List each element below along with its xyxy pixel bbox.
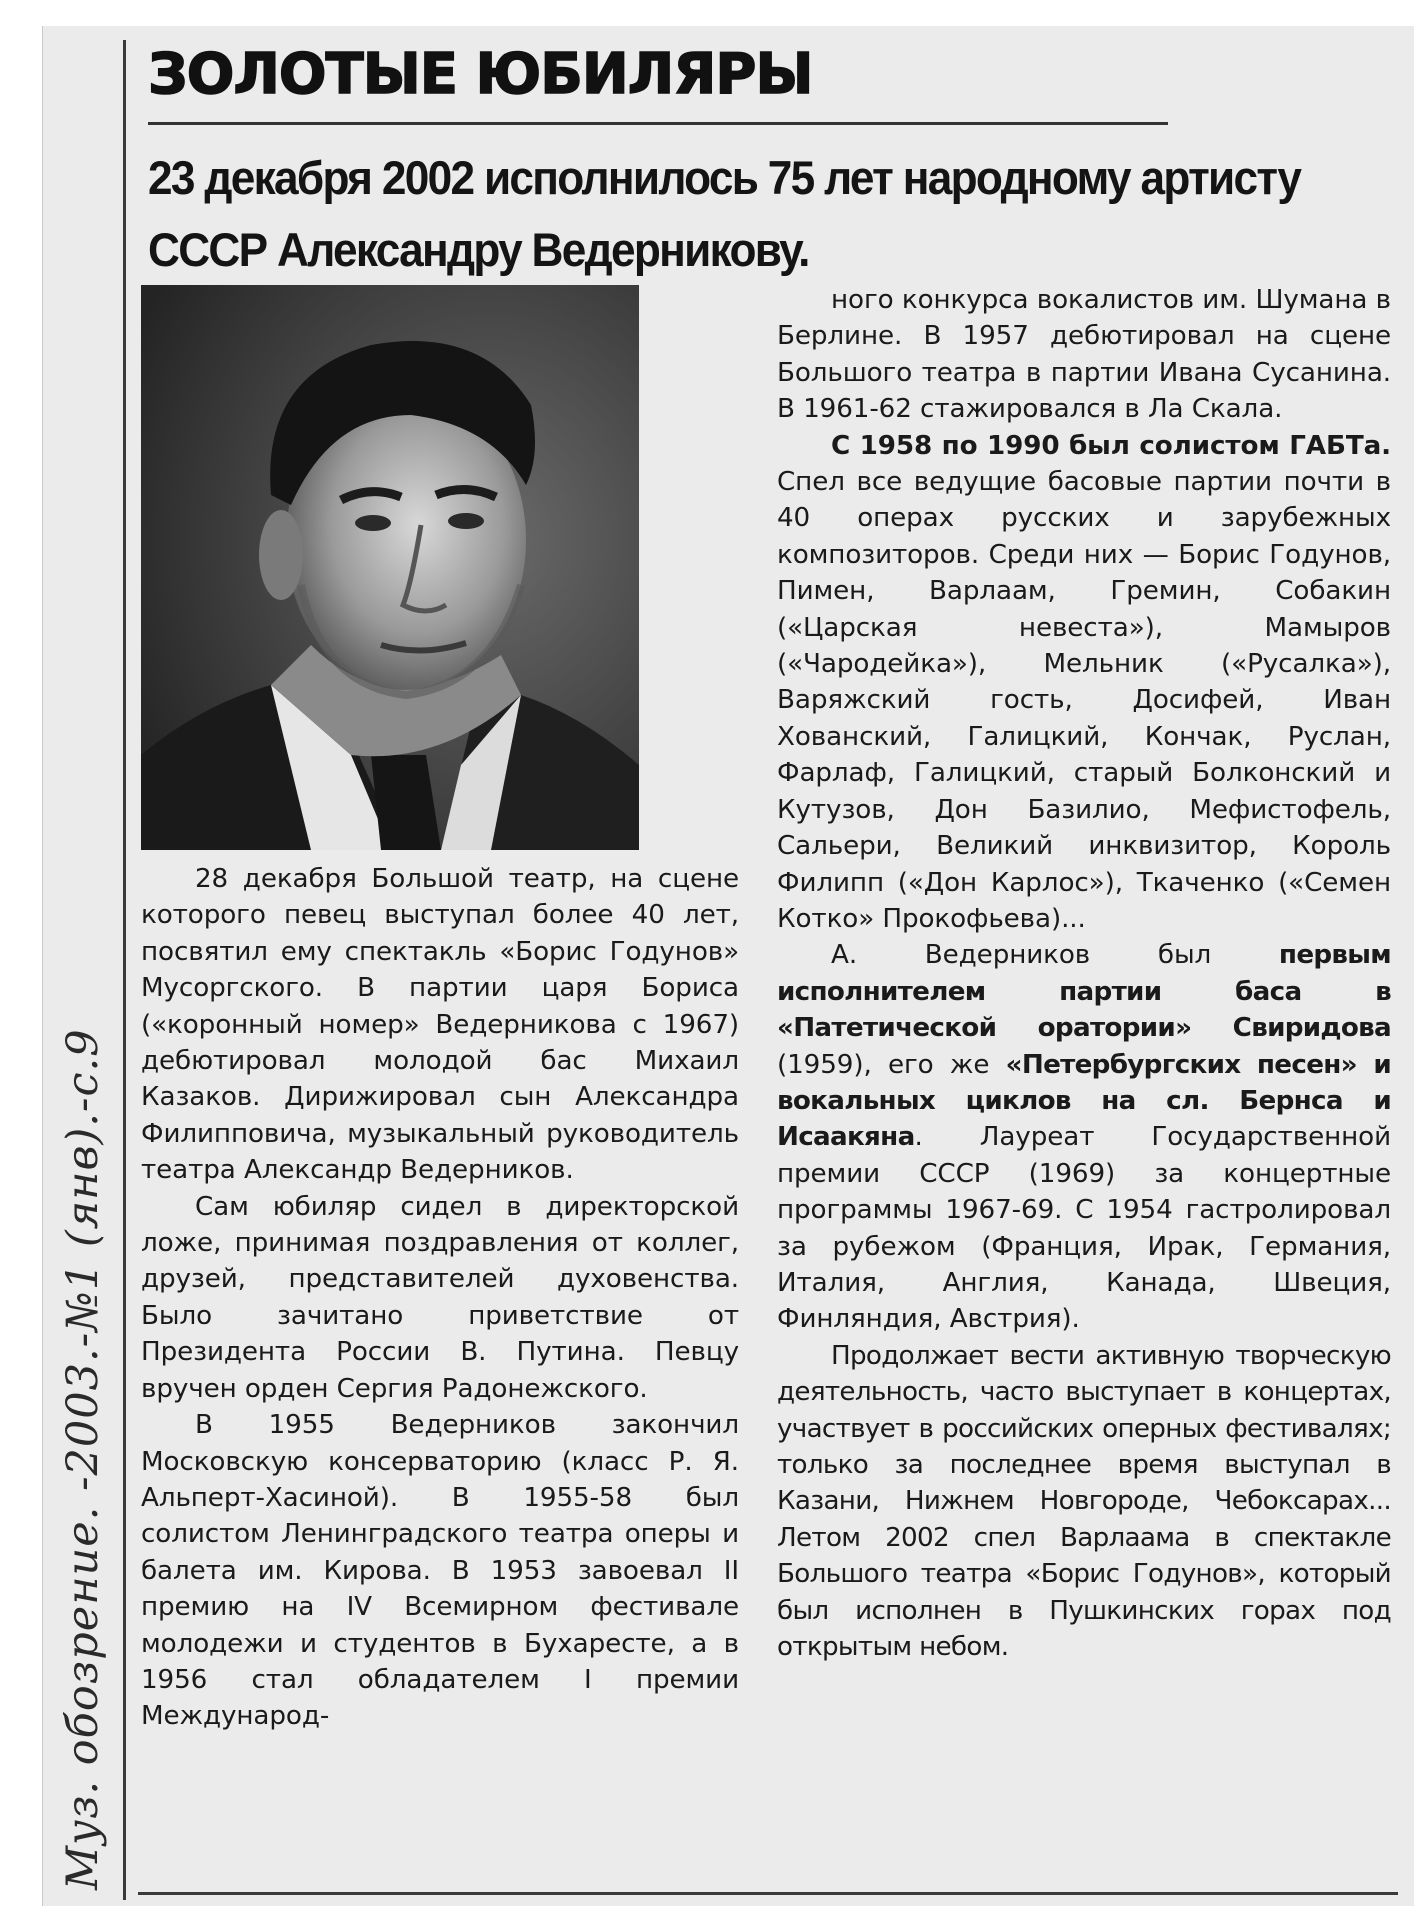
clipping-edge (42, 26, 43, 1906)
paragraph (777, 428, 1391, 938)
portrait-photo (141, 285, 639, 850)
article-headline: 23 декабря 2002 исполнилось 75 лет народному артисту СССР Александру Ведерникову. (148, 151, 1301, 276)
bold-text: С 1958 по 1990 был солистом ГАБТа. (831, 430, 1391, 461)
paragraph (777, 937, 1391, 1337)
article-column-right (777, 282, 1391, 1665)
paragraph (777, 282, 1391, 428)
bold-text: «Петербургских песен» и вокальных циклов на сл. Бернса и Исаакяна (777, 1049, 1391, 1153)
paragraph-text: А. Ведерников был (831, 940, 1212, 971)
column-rule-vertical (123, 40, 126, 1900)
paragraph: 28 декабря Большой театр, на сцене которого певец выступал более 40 лет, посвятил ему спектакль «Борис Годунов» Мусоргского. В партии царя Бориса («коронный номер» Ведерникова с 1967) дебютировал молодой бас Михаил Казаков. Дирижировал сын Александра Филипповича, музыкальный руководитель театра Александр Ведерников. (141, 864, 739, 1186)
paragraph: В 1955 Ведерников закончил Московскую консерваторию (класс Р. Я. Альперт-Хасиной). В 1955-58 был солистом Ленинградского театра оперы и балета им. Кирова. В 1953 завоевал II премию на IV Всемирном фестивале молодежи и студентов в Бухаресте, а в 1956 стал обладателем I премии Международ- (141, 1410, 739, 1732)
paragraph-text: (1959), его же (777, 1049, 990, 1080)
kicker-underline (148, 122, 1168, 125)
handwritten-source-note: Муз. обозрение. -2003.-№1 (янв).-с.9 (58, 1028, 108, 1890)
bold-text: первым исполнителем партии баса в «Патетической оратории» Свиридова (777, 940, 1391, 1044)
bottom-rule (138, 1892, 1398, 1895)
paragraph-text: . Лауреат Государственной премии СССР (1969) за концертные программы 1967-69. С 1954 гастролировал за рубежом (Франция, Ирак, Германия, Италия, Англия, Канада, Швеция, Финляндия, Австрия). (777, 1122, 1391, 1335)
paragraph-text: ного конкурса вокалистов им. Шумана в Берлине. В 1957 дебютировал на сцене Большого театра в партии Ивана Сусанина. В 1961-62 стажировался в Ла Скала. (777, 285, 1391, 425)
paragraph-text: Спел все ведущие басовые партии почти в 40 операх русских и зарубежных композиторов. Среди них — Борис Годунов, Пимен, Варлаам, Гремин, Собакин («Царская невеста»), Мамыров («Чародейка»), Мельник («Русалка»), Варяжский гость, Досифей, Иван Хованский, Галицкий, Кончак, Руслан, Фарлаф, Галицкий, старый Болконский и Кутузов, Дон Базилио, Мефистофель, Сальери, Великий инквизитор, Король Филипп («Дон Карлос»), Ткаченко («Семен Котко» Прокофьева)... (777, 467, 1391, 934)
article-column-left (141, 861, 739, 1735)
paragraph: Продолжает вести активную творческую деятельность, часто выступает в концертах, участвует в российских оперных фестивалях; только за последнее время выступал в Казани, Нижнем Новгороде, Чебоксарах... Летом 2002 спел Варлаама в спектакле Большого театра «Борис Годунов», который был исполнен в Пушкинских горах под открытым небом. (777, 1340, 1391, 1663)
paragraph: Сам юбиляр сидел в директорской ложе, принимая поздравления от коллег, друзей, представителей духовенства. Было зачитано приветствие от Президента России В. Путина. Певцу вручен орден Сергия Радонежского. (141, 1191, 739, 1404)
section-kicker: ЗОЛОТЫЕ ЮБИЛЯРЫ (148, 42, 813, 107)
portrait-image (141, 285, 639, 850)
